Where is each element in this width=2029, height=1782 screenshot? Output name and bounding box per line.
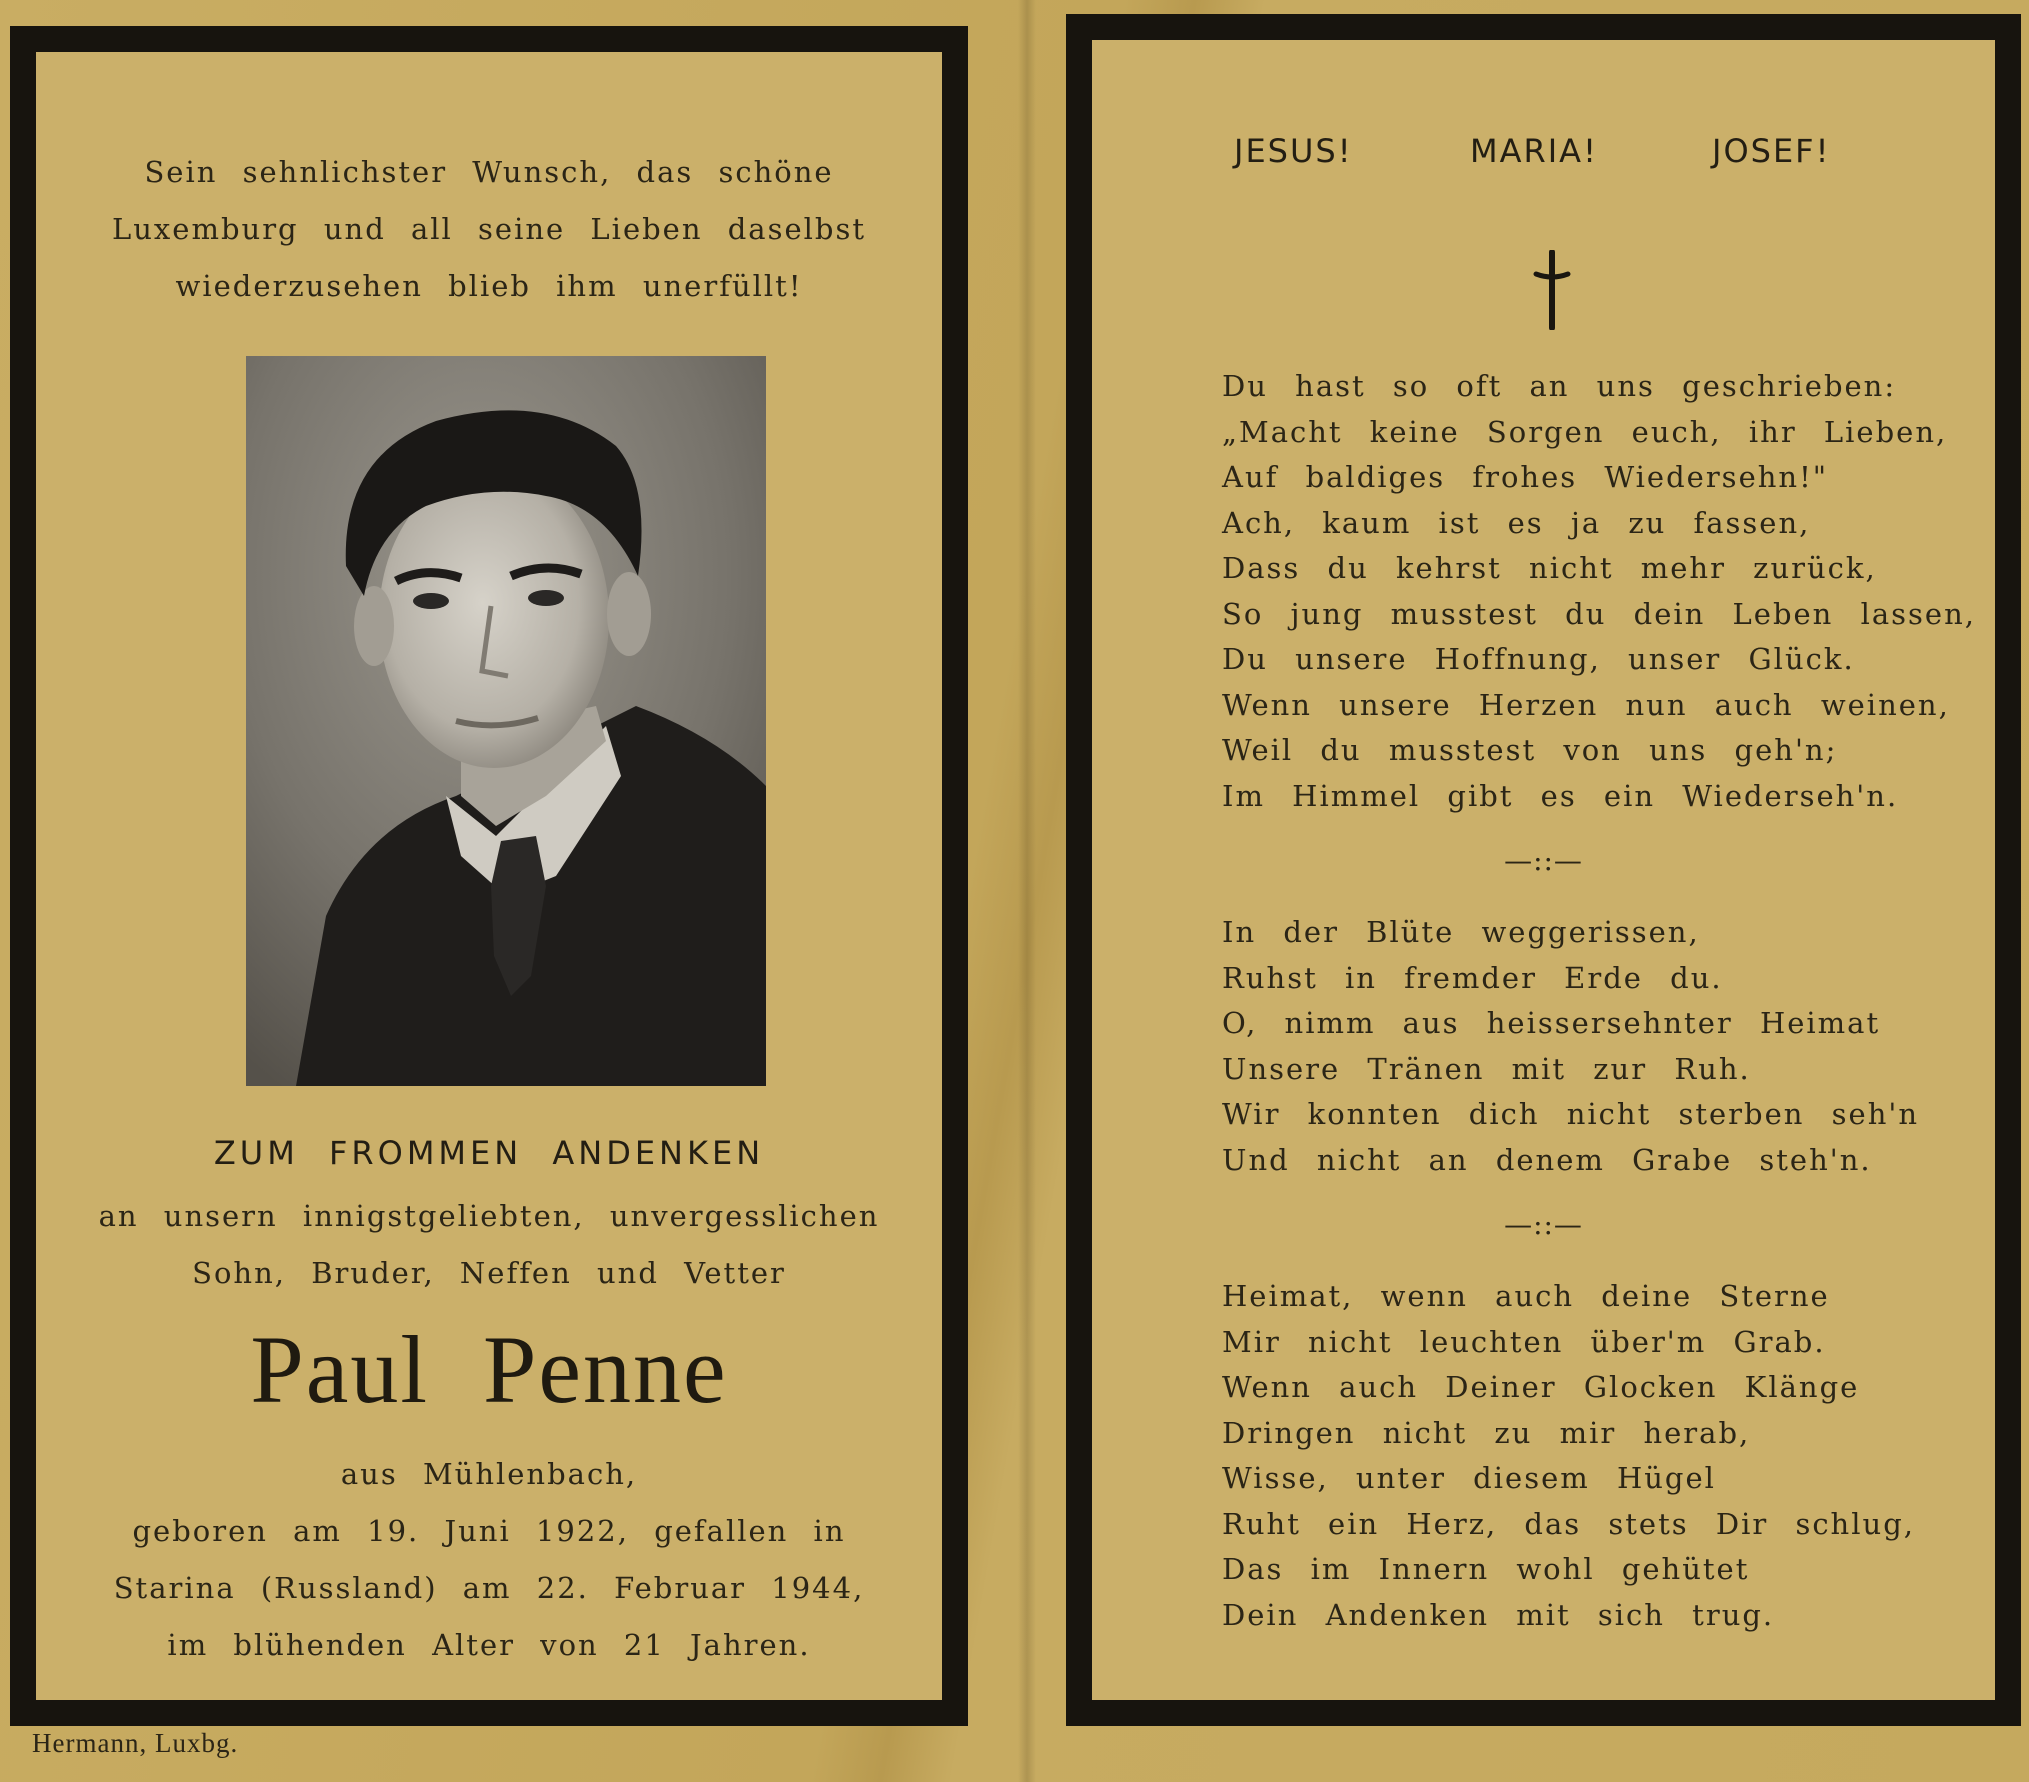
poem-line: Dringen nicht zu mir herab, [1222, 1415, 1751, 1450]
poem-line: Unsere Tränen mit zur Ruh. [1222, 1051, 1751, 1086]
poem-line: Ruht ein Herz, das stets Dir schlug, [1222, 1506, 1915, 1541]
poem-line: Wenn unsere Herzen nun auch weinen, [1222, 687, 1950, 722]
right-card [1066, 14, 2021, 1726]
poem-line: Im Himmel gibt es ein Wiederseh'n. [1222, 778, 1899, 813]
poem-line: Dein Andenken mit sich trug. [1222, 1597, 1775, 1632]
cross-icon [1532, 250, 1572, 330]
poem-line: Das im Innern wohl gehütet [1222, 1552, 1750, 1586]
poem-line: „Macht keine Sorgen euch, ihr Lieben, [1222, 414, 1948, 449]
memorial-line: an unsern innigstgeliebten, unvergesslichen [98, 1199, 880, 1233]
bio-line: geboren am 19. Juni 1922, gefallen in [132, 1514, 846, 1548]
deceased-name: Paul Penne [250, 1316, 728, 1423]
poem-line: Du hast so oft an uns geschrieben: [1222, 369, 1897, 403]
bio-line: aus Mühlenbach, [340, 1457, 638, 1491]
bio-line: Starina (Russland) am 22. Februar 1944, [113, 1571, 865, 1605]
wish-line: wiederzusehen blieb ihm unerfüllt! [175, 269, 803, 303]
holy-name-maria: MARIA! [1470, 132, 1598, 170]
poem-line: Ach, kaum ist es ja zu fassen, [1222, 505, 1811, 540]
card-fold [1018, 0, 1036, 1782]
wish-text [36, 144, 942, 315]
biography-text [36, 1446, 942, 1674]
poem-stanza-2 [1222, 910, 1919, 1183]
memorial-text [36, 1188, 942, 1302]
portrait-photo [246, 356, 766, 1086]
poem-line: In der Blüte weggerissen, [1222, 915, 1700, 949]
wish-line: Sein sehnlichster Wunsch, das schöne [144, 155, 834, 189]
poem-line: Wir konnten dich nicht sterben seh'n [1222, 1097, 1920, 1131]
poem-stanza-3 [1222, 1274, 1915, 1638]
poem-line: Wenn auch Deiner Glocken Klänge [1222, 1370, 1860, 1404]
stanza-divider: —::— [1504, 1208, 1583, 1241]
bio-line: im blühenden Alter von 21 Jahren. [167, 1628, 811, 1662]
poem-line: O, nimm aus heissersehnter Heimat [1222, 1006, 1881, 1040]
poem-line: Auf baldiges frohes Wiedersehn!" [1222, 460, 1829, 494]
wish-line: Luxemburg und all seine Lieben daselbst [112, 212, 866, 246]
portrait-image [246, 356, 766, 1086]
holy-name-josef: JOSEF! [1712, 132, 1831, 170]
poem-line: Dass du kehrst nicht mehr zurück, [1222, 551, 1877, 585]
poem-line: Und nicht an denem Grabe steh'n. [1222, 1142, 1872, 1177]
poem-line: Mir nicht leuchten über'm Grab. [1222, 1324, 1826, 1359]
left-card [10, 26, 968, 1726]
poem-line: Heimat, wenn auch deine Sterne [1222, 1279, 1830, 1313]
holy-name-jesus: JESUS! [1234, 132, 1353, 170]
memorial-heading: ZUM FROMMEN ANDENKEN [213, 1134, 765, 1172]
printer-credit: Hermann, Luxbg. [32, 1728, 239, 1758]
poem-line: Du unsere Hoffnung, unser Glück. [1222, 642, 1855, 676]
poem-line: Wisse, unter diesem Hügel [1222, 1461, 1716, 1495]
poem-stanza-1 [1222, 364, 1976, 819]
stanza-divider: —::— [1504, 844, 1583, 877]
memorial-line: Sohn, Bruder, Neffen und Vetter [192, 1256, 786, 1290]
poem-line: Ruhst in fremder Erde du. [1222, 960, 1723, 995]
poem-line: So jung musstest du dein Leben lassen, [1222, 596, 1976, 631]
poem-line: Weil du musstest von uns geh'n; [1222, 733, 1838, 767]
